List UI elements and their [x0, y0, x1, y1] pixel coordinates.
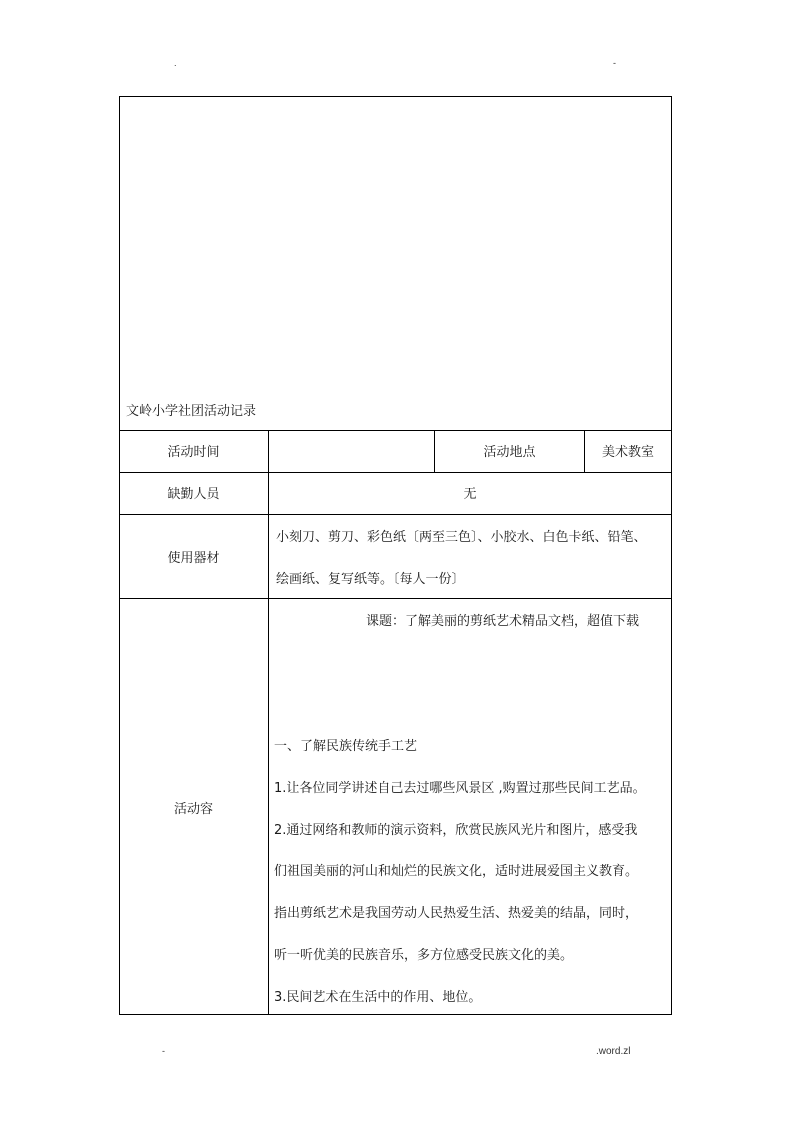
header-right-mark: - — [613, 58, 616, 68]
footer-right-mark: .word.zl — [596, 1046, 631, 1057]
absence-value: 无 — [463, 487, 477, 502]
column-divider — [268, 430, 269, 1015]
footer-left-mark: - — [162, 1046, 165, 1056]
content-line: 1.让各位同学讲述自己去过哪些风景区 ,购置过那些民间工艺品。 — [274, 781, 646, 796]
content-line: 一、了解民族传统手工艺 — [274, 739, 418, 754]
time-label: 活动时间 — [167, 445, 220, 460]
content-line: 们祖国美丽的河山和灿烂的民族文化，适时进展爱国主义教育。 — [274, 864, 639, 879]
table-border-top — [119, 96, 672, 97]
header-left-mark: . — [174, 58, 177, 68]
content-topic: 课题：了解美丽的剪纸艺术精品文档，超值下载 — [366, 614, 640, 629]
content-line: 3.民间艺术在生活中的作用、地位。 — [274, 990, 482, 1005]
row-divider — [119, 430, 672, 431]
page-title: 文岭小学社团活动记录 — [126, 404, 257, 419]
materials-label: 使用器材 — [167, 551, 220, 566]
content-line: 听一听优美的民族音乐，多方位感受民族文化的美。 — [274, 948, 574, 963]
table-border-right — [671, 96, 672, 1015]
row-divider — [119, 472, 672, 473]
content-line: 2.通过网络和教师的演示资料，欣赏民族风光片和图片，感受我 — [274, 823, 638, 838]
row-divider — [119, 514, 672, 515]
table-border-bottom — [119, 1014, 672, 1015]
activity-record-table — [119, 96, 672, 1015]
row-divider — [119, 598, 672, 599]
place-label: 活动地点 — [483, 445, 536, 460]
place-value: 美术教室 — [601, 445, 654, 460]
absence-label: 缺勤人员 — [167, 487, 220, 502]
materials-line: 绘画纸、复写纸等。〔每人一份〕 — [276, 572, 465, 587]
content-line: 指出剪纸艺术是我国劳动人民热爱生活、热爱美的结晶，同时， — [274, 906, 639, 921]
content-label: 活动容 — [173, 802, 213, 817]
materials-line: 小刻刀、剪刀、彩色纸〔两至三色〕、小胶水、白色卡纸、铅笔、 — [276, 530, 647, 545]
